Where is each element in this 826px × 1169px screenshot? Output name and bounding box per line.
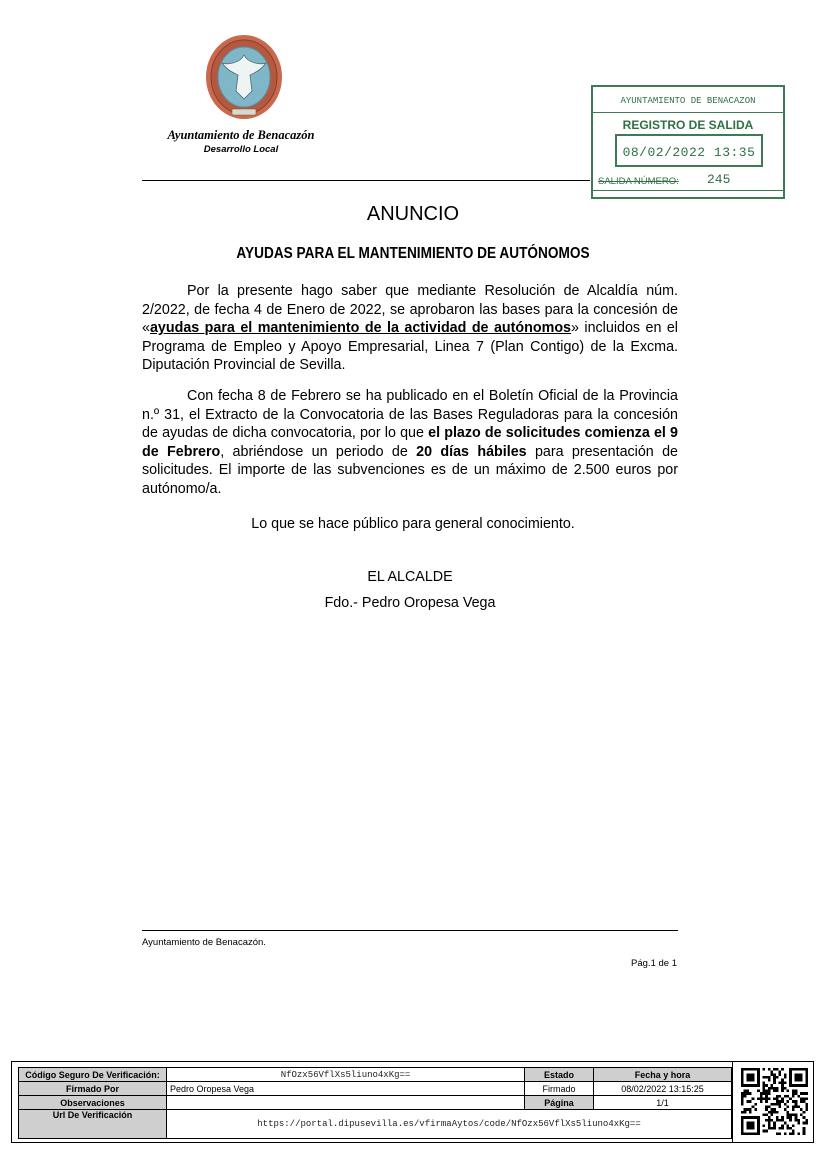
document-title: ANUNCIO [366, 203, 460, 225]
fecha-label: Fecha y hora [594, 1068, 732, 1082]
stamp-divider [593, 190, 783, 191]
qr-container [732, 1062, 814, 1142]
municipal-crest-icon [204, 33, 284, 125]
paragraph-text: , abriéndose un periodo de [220, 443, 417, 460]
pagina-value: 1/1 [594, 1096, 732, 1110]
table-row [19, 1082, 732, 1096]
fecha-value: 08/02/2022 13:15:25 [594, 1082, 732, 1096]
highlighted-text: 20 días hábiles [416, 443, 527, 460]
closing-statement: Lo que se hace público para general conocimiento. [251, 516, 575, 532]
paragraph-text: Por la presente hago saber que mediante Resolución de Alcaldía núm. 2/2022, de fecha 4 de Enero de 2022, se aprobaron las bases para la concesión de « [142, 283, 678, 336]
stamp-organization: AYUNTAMIENTO DE BENACAZON [620, 96, 756, 106]
signature-name: Fdo.- Pedro Oropesa Vega [324, 595, 496, 611]
table-row [19, 1110, 732, 1139]
qr-code-icon [741, 1068, 808, 1135]
paragraph-publication [142, 387, 678, 498]
table-row [19, 1096, 732, 1110]
stamp-number: 245 [707, 172, 731, 187]
pagina-label: Página [525, 1096, 594, 1110]
header-divider [142, 180, 590, 181]
observaciones-value [167, 1096, 525, 1110]
estado-label: Estado [525, 1068, 594, 1082]
stamp-date-box [615, 134, 763, 167]
signature-role: EL ALCALDE [367, 569, 453, 585]
footer-organization: Ayuntamiento de Benacazón. [142, 937, 266, 948]
paragraph-text: para presentación de solicitudes. El importe de las subvenciones es de un máximo de 2.500 euros por autónomo/a. [142, 443, 678, 497]
stamp-datetime: 08/02/2022 13:35 [622, 145, 756, 160]
highlighted-text: ayudas para el mantenimiento de la actividad de autónomos [149, 320, 571, 336]
registry-stamp [591, 85, 785, 199]
stamp-divider [593, 112, 783, 113]
paragraph-text: » incluidos en el Programa de Empleo y Apoyo Empresarial, Linea 7 (Plan Contigo) de la Excma. Diputación Provincial de Sevilla. [142, 320, 678, 373]
stamp-title: REGISTRO DE SALIDA [622, 118, 754, 132]
organization-name: Ayuntamiento de Benacazón [167, 128, 315, 142]
footer-divider [142, 930, 678, 931]
firmado-value: Pedro Oropesa Vega [167, 1082, 525, 1096]
observaciones-label: Observaciones [19, 1096, 167, 1110]
highlighted-text: el plazo de solicitudes comienza el 9 de Febrero [142, 425, 678, 460]
verification-block [11, 1061, 814, 1143]
verification-url[interactable]: https://portal.dipusevilla.es/vfirmaAytos/code/NfOzx56VflXs5liuno4xKg== [167, 1110, 732, 1139]
department-name: Desarrollo Local [203, 144, 279, 155]
paragraph-resolution [142, 282, 678, 375]
document-subtitle: AYUDAS PARA EL MANTENIMIENTO DE AUTÓNOMOS [236, 245, 590, 262]
table-row [19, 1068, 732, 1082]
firmado-label: Firmado Por [19, 1082, 167, 1096]
page-number: Pág.1 de 1 [631, 958, 677, 969]
estado-value: Firmado [525, 1082, 594, 1096]
csv-value: NfOzx56VflXs5liuno4xKg== [167, 1068, 525, 1082]
url-label: Url De Verificación [19, 1110, 167, 1139]
paragraph-text: Con fecha 8 de Febrero se ha publicado en el Boletín Oficial de la Provincia n.º 31, el Extracto de la Convocatoria de las Bases Reguladoras para la concesión de ayudas de dicha convocatoria, por lo que [142, 388, 678, 441]
verification-table [18, 1067, 732, 1139]
csv-label: Código Seguro De Verificación: [19, 1068, 167, 1082]
stamp-number-label: SALIDA NÚMERO: [598, 176, 679, 187]
